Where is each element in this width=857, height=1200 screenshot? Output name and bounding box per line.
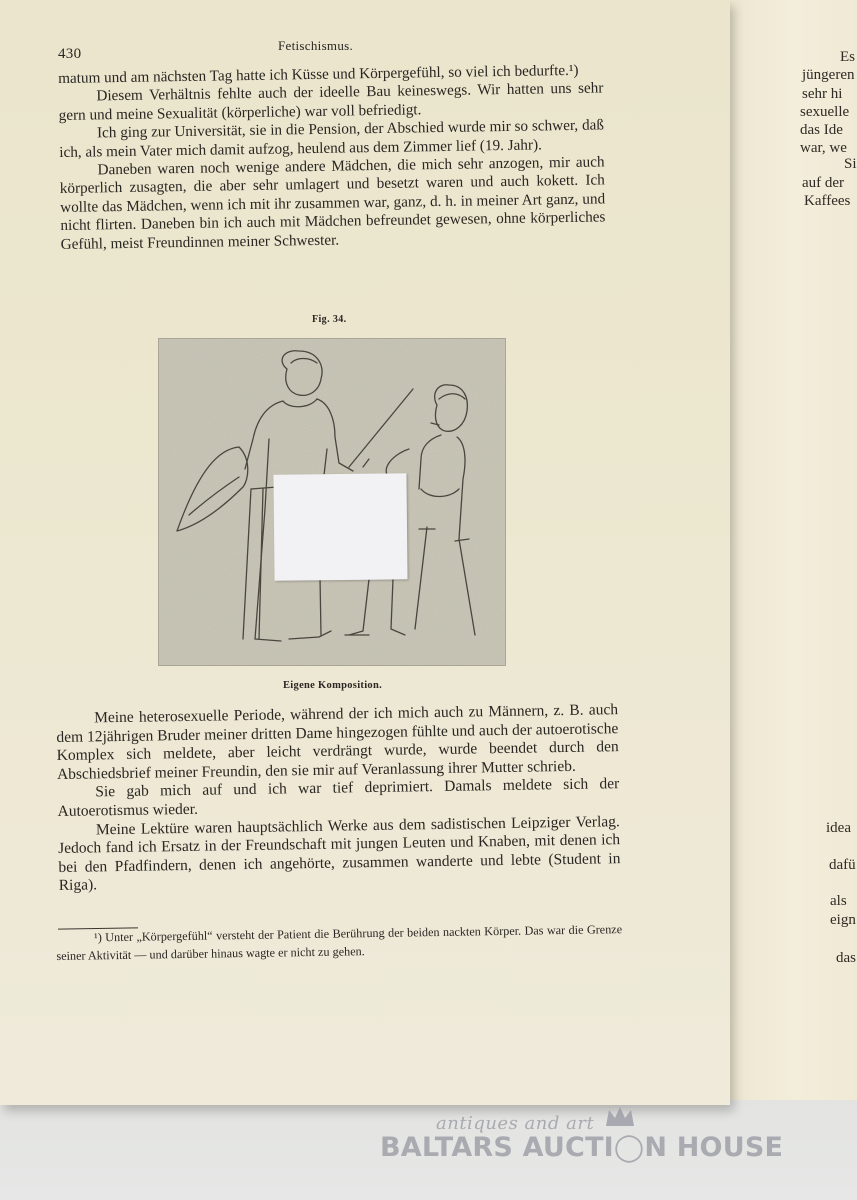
right-page-fragment: idea xyxy=(826,820,851,836)
running-head: Fetischismus. xyxy=(278,38,354,53)
paragraph: Diesem Verhältnis fehlte auch der ideelle Bau keineswegs. Wir hatten uns sehr gern und meine Sexualität (körperliche) war voll befriedigt. xyxy=(58,79,604,124)
right-page-line: das Ide xyxy=(800,122,843,138)
footnote xyxy=(56,921,622,965)
right-page-fragment: eign xyxy=(830,912,856,928)
watermark-name: BALTARS AUCTI◯N HOUSE xyxy=(380,1132,784,1163)
footnote-text: ¹) Unter „Körpergefühl“ versteht der Patient die Berührung der beiden nackten Körper. Das war die Grenze seiner Aktivität — und darüber hinaus wagte er nicht zu gehen. xyxy=(56,922,623,963)
right-page-line: Kaffees xyxy=(804,193,851,209)
paragraph: Meine heterosexuelle Periode, während der ich mich auch zu Männern, z. B. auch dem 12jährigen Bruder meiner dritten Dame hingezogen fühlte und auch der autoerotische Komplex sich meldete, aber leicht verdrängt wurde, wurde beendet durch den Abschiedsbrief meiner Freundin, den sie mir auf Veranlassung ihrer Mutter schrieb. xyxy=(56,701,619,783)
text-after-figure xyxy=(56,701,621,896)
right-page-line: auf der xyxy=(802,175,845,191)
paragraph: Meine Lektüre waren hauptsächlich Werke aus dem sadistischen Leipziger Verlag. Jedoch fand ich Ersatz in der Freundschaft mit jungen Leuten und Knaben, mit denen ich bei den Pfadfindern, denen ich angehörte, zusammen wanderte und lebte (Student in Riga). xyxy=(58,812,621,895)
figure-label: Fig. 34. xyxy=(312,314,347,325)
right-page-line: sehr hi xyxy=(802,86,843,102)
paper-sticker xyxy=(273,473,407,580)
page-number: 430 xyxy=(58,46,82,62)
paragraph: Ich ging zur Universität, sie in die Pension, der Abschied wurde mir so schwer, daß ich, als mein Vater mich damit aufzog, heulend aus dem Zimmer lief (19. Jahr). xyxy=(59,116,605,161)
crown-icon xyxy=(603,1104,637,1133)
watermark-tagline: antiques and art xyxy=(436,1113,595,1134)
paragraph: matum und am nächsten Tag hatte ich Küsse und Körpergefühl, so viel ich bedurfte.¹) xyxy=(58,61,579,87)
paragraph: Sie gab mich auf und ich war tief deprimiert. Damals meldete sich der Autoerotismus wieder. xyxy=(57,775,620,820)
right-page-line: Es xyxy=(840,49,855,65)
text-before-figure xyxy=(58,61,606,254)
right-page-fragment: dafü xyxy=(829,857,856,873)
paragraph: Daneben waren noch wenige andere Mädchen, die mich sehr anzogen, mir auch körperlich zusagten, die aber sehr umlagert und besetzt waren und auch kokett. Ich wollte das Mädchen, wenn ich mit ihr zusammen war, ganz, d. h. in meiner Art ganz, und nicht flirten. Daneben bin ich auch mit Mädchen befreundet gewesen, ohne körperliches Gefühl, meist Freundinnen meiner Schwester. xyxy=(59,153,606,253)
right-page-line: war, we xyxy=(800,140,847,156)
right-page-line: jüngeren xyxy=(802,67,855,83)
right-page-line: sexuelle xyxy=(800,104,850,120)
right-page-fragment: das xyxy=(836,950,856,966)
right-page-line: Si xyxy=(844,156,857,172)
right-page-fragment: als xyxy=(830,893,847,909)
figure-caption: Eigene Komposition. xyxy=(283,680,383,691)
